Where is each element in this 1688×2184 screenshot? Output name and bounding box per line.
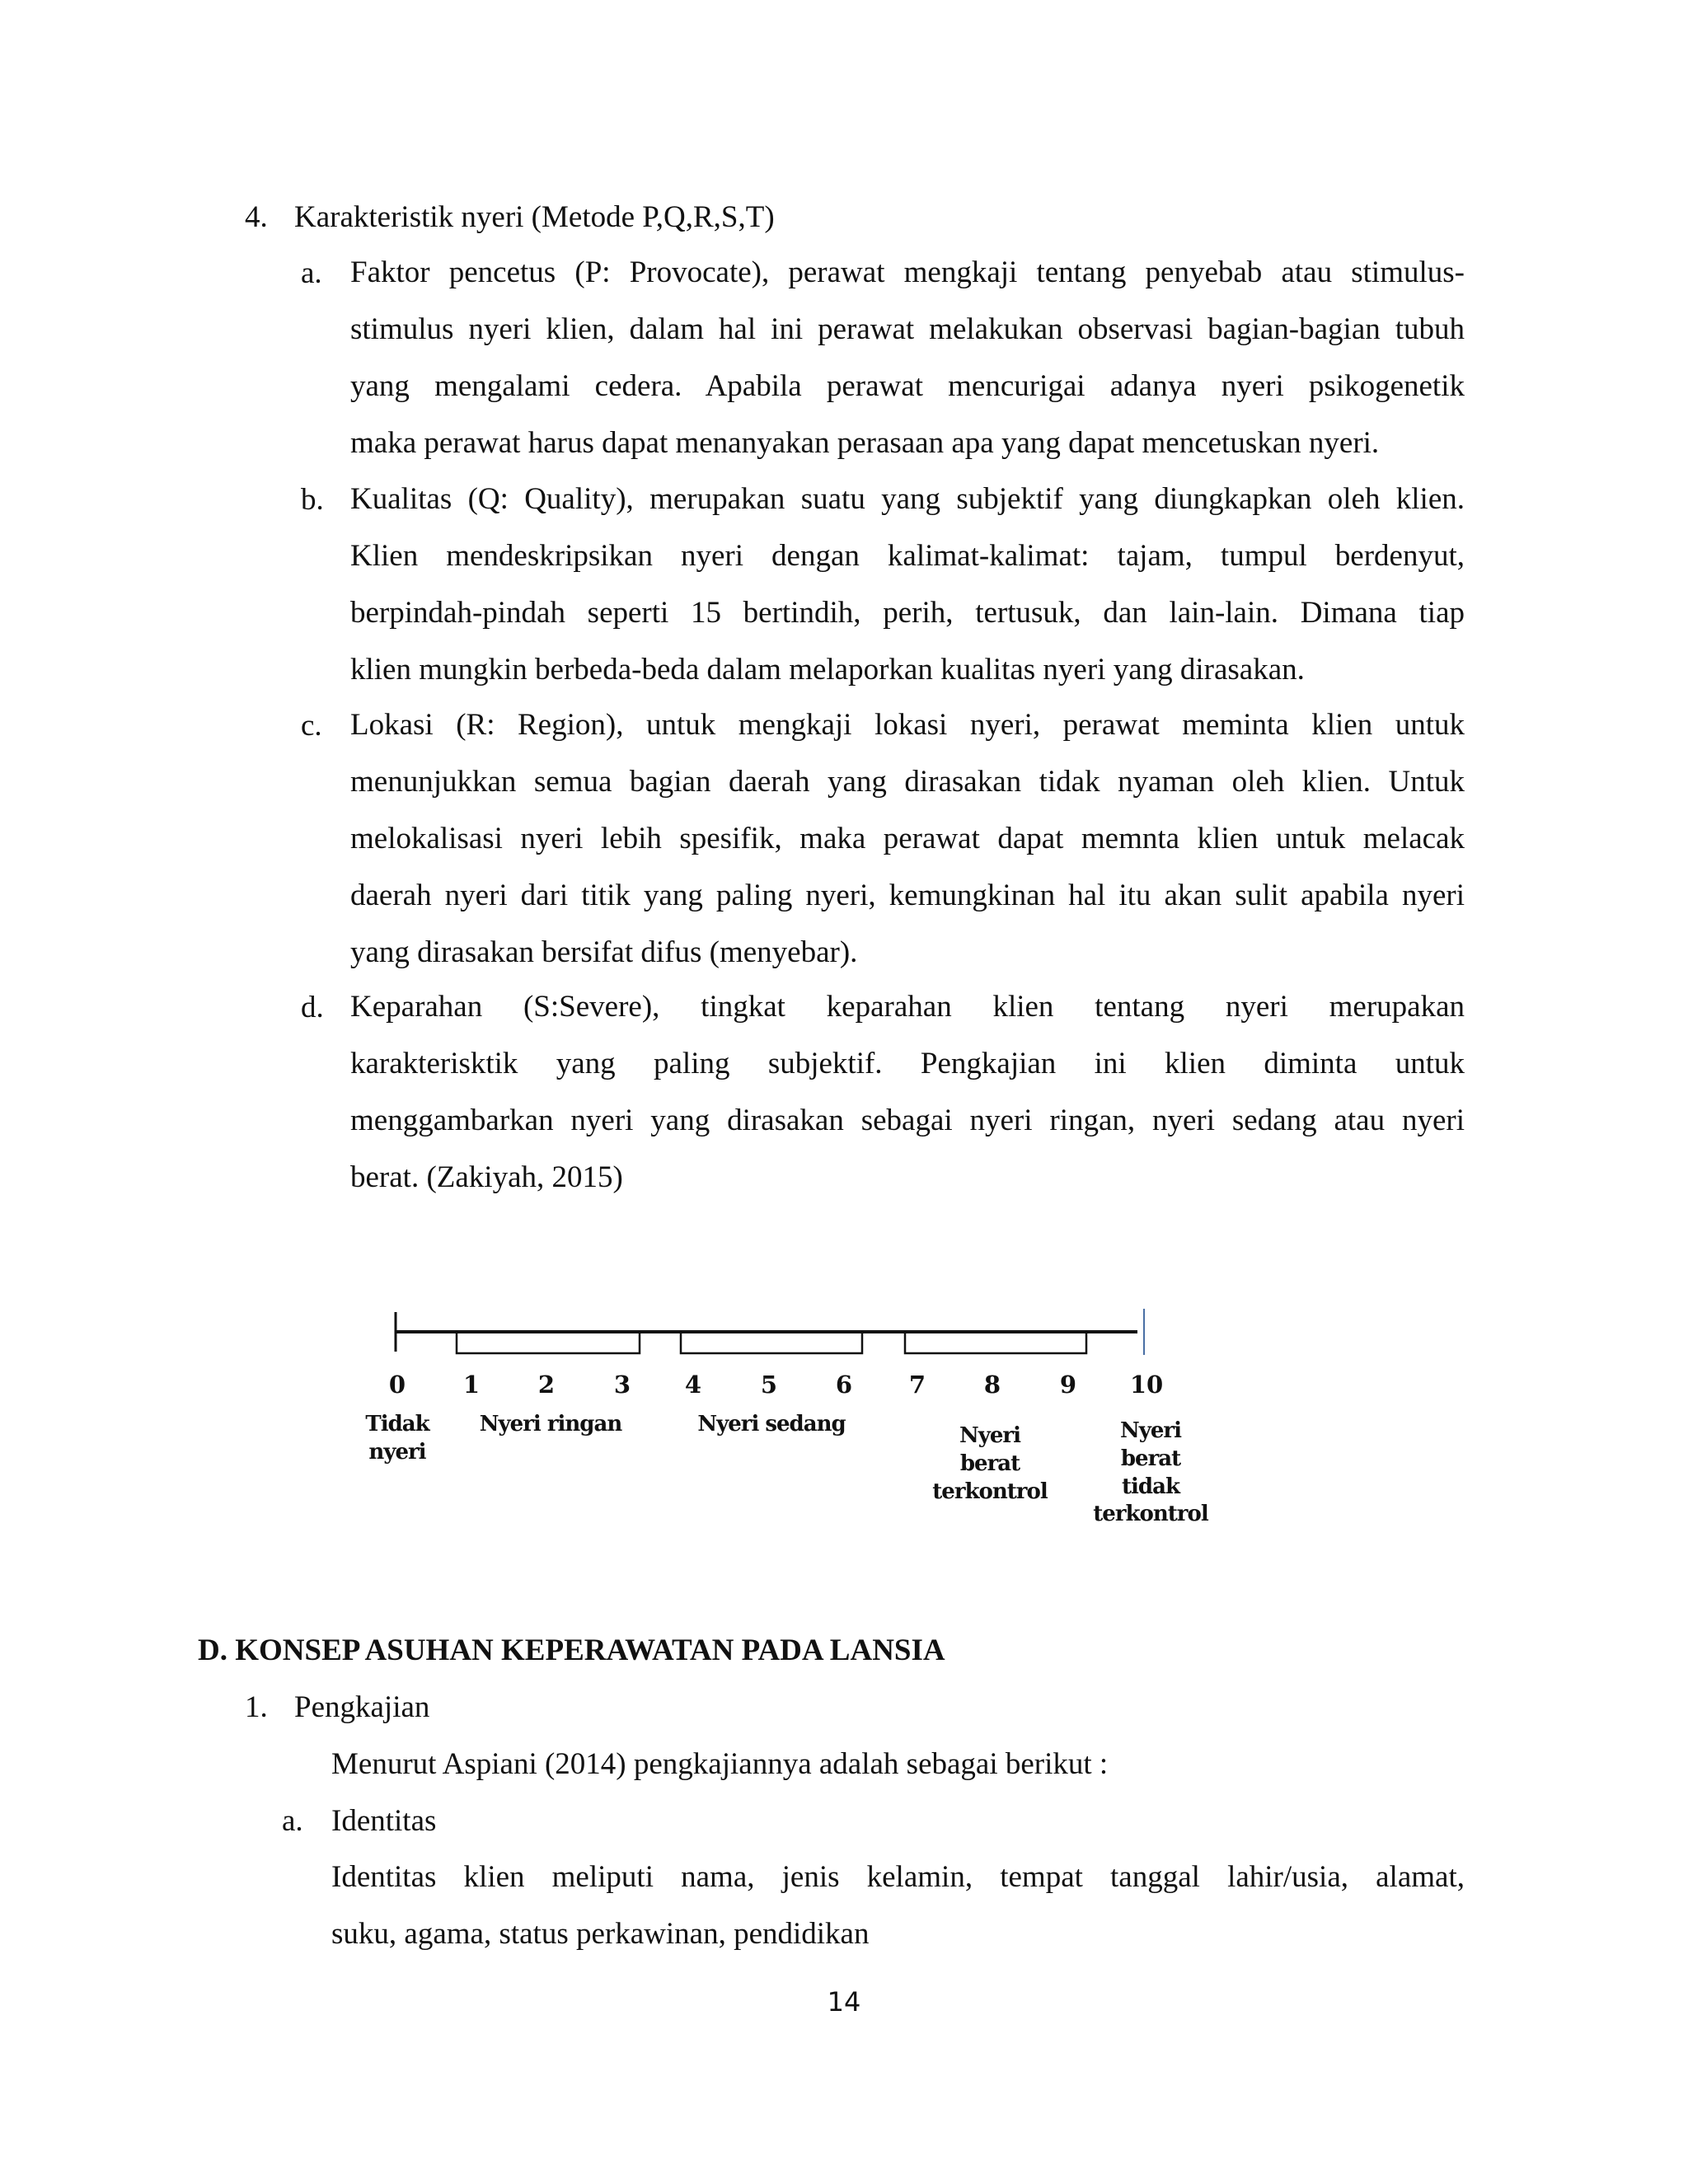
item-c-line: melokalisasi nyeri lebih spesifik, maka perawat dapat memnta klien untuk melacak — [350, 822, 1465, 855]
category-nyeri-sedang — [697, 1411, 845, 1439]
tick-1: 1 — [462, 1371, 481, 1399]
bracket-berat-terkontrol — [905, 1332, 1086, 1353]
item-d-line: menggambarkan nyeri yang dirasakan sebagai nyeri ringan, nyeri sedang atau nyeri — [350, 1104, 1465, 1137]
category-line: Nyeri — [1120, 1418, 1181, 1443]
item-c-text — [350, 696, 1465, 981]
tick-10: 10 — [1129, 1371, 1164, 1399]
identitas-line: suku, agama, status perkawinan, pendidikan — [331, 1917, 870, 1951]
tick-5: 5 — [760, 1371, 778, 1399]
item-letter-a: a. — [301, 256, 322, 290]
pengkajian-intro: Menurut Aspiani (2014) pengkajiannya adalah sebagai berikut : — [331, 1747, 1109, 1781]
list-number-4: 4. — [245, 200, 268, 234]
bracket-sedang — [681, 1332, 862, 1353]
category-nyeri-ringan — [480, 1411, 621, 1439]
item-letter-d: d. — [301, 991, 324, 1024]
item-c-line: yang dirasakan bersifat difus (menyebar). — [350, 935, 858, 969]
item-d-line: Keparahan (S:Severe), tingkat keparahan klien tentang nyeri merupakan — [350, 990, 1465, 1024]
pain-scale-figure — [354, 1302, 1245, 1533]
item-c-line: menunjukkan semua bagian daerah yang dirasakan tidak nyaman oleh klien. Untuk — [350, 765, 1465, 799]
category-nyeri-berat-tidak-terkontrol — [1093, 1418, 1207, 1529]
list-number-1: 1. — [245, 1690, 268, 1724]
tick-0: 0 — [388, 1371, 406, 1399]
item-letter-c: c. — [301, 709, 322, 743]
category-line: nyeri — [368, 1439, 426, 1465]
item-c-line: daerah nyeri dari titik yang paling nyeri, kemungkinan hal itu akan sulit apabila nyeri — [350, 879, 1465, 912]
category-tidak-nyeri — [365, 1411, 429, 1467]
category-line: berat tidak — [1120, 1446, 1181, 1499]
item-a-line: Faktor pencetus (P: Provocate), perawat mengkaji tentang penyebab atau stimulus- — [350, 255, 1465, 289]
category-line: terkontrol — [1093, 1502, 1208, 1527]
item-b-line: Kualitas (Q: Quality), merupakan suatu yang subjektif yang diungkapkan oleh klien. — [350, 482, 1465, 516]
tick-9: 9 — [1059, 1371, 1077, 1399]
category-line: berat — [959, 1451, 1020, 1476]
item-a-line: maka perawat harus dapat menanyakan perasaan apa yang dapat mencetuskan nyeri. — [350, 426, 1380, 460]
page-number: 14 — [827, 1986, 861, 2018]
tick-4: 4 — [684, 1371, 702, 1399]
category-line: terkontrol — [932, 1479, 1048, 1504]
tick-2: 2 — [537, 1371, 556, 1399]
category-line: Tidak — [365, 1412, 429, 1436]
item-c-line: Lokasi (R: Region), untuk mengkaji lokasi nyeri, perawat meminta klien untuk — [350, 708, 1465, 742]
item-b-line: Klien mendeskripsikan nyeri dengan kalimat-kalimat: tajam, tumpul berdenyut, — [350, 539, 1465, 573]
identitas-line: Identitas klien meliputi nama, jenis kelamin, tempat tanggal lahir/usia, alamat, — [331, 1860, 1465, 1894]
identitas-title: Identitas — [331, 1804, 437, 1838]
item-b-line: klien mungkin berbeda-beda dalam melaporkan kualitas nyeri yang dirasakan. — [350, 653, 1305, 687]
bracket-ringan — [457, 1332, 640, 1353]
item-a-line: yang mengalami cedera. Apabila perawat mencurigai adanya nyeri psikogenetik — [350, 369, 1465, 403]
category-line: Nyeri — [959, 1423, 1020, 1448]
item-a-line: stimulus nyeri klien, dalam hal ini perawat melakukan observasi bagian-bagian tubuh — [350, 312, 1465, 346]
tick-3: 3 — [613, 1371, 631, 1399]
section-4-title: Karakteristik nyeri (Metode P,Q,R,S,T) — [294, 200, 775, 234]
section-d-heading: D. KONSEP ASUHAN KEPERAWATAN PADA LANSIA — [198, 1633, 945, 1667]
item-d-text — [350, 978, 1465, 1206]
item-b-text — [350, 471, 1465, 698]
category-line: Nyeri sedang — [697, 1412, 846, 1436]
item-d-line: berat. (Zakiyah, 2015) — [350, 1160, 623, 1194]
item-a-text — [350, 244, 1465, 471]
tick-6: 6 — [835, 1371, 853, 1399]
tick-8: 8 — [983, 1371, 1001, 1399]
item-b-line: berpindah-pindah seperti 15 bertindih, perih, tertusuk, dan lain-lain. Dimana tiap — [350, 596, 1465, 630]
pengkajian-title: Pengkajian — [294, 1690, 430, 1724]
category-nyeri-berat-terkontrol — [932, 1422, 1047, 1506]
item-d-line: karakterisktik yang paling subjektif. Pengkajian ini klien diminta untuk — [350, 1047, 1465, 1080]
identitas-letter: a. — [282, 1804, 303, 1838]
tick-7: 7 — [908, 1371, 926, 1399]
identitas-text — [331, 1849, 1465, 1962]
item-letter-b: b. — [301, 483, 324, 517]
category-line: Nyeri ringan — [479, 1412, 622, 1436]
